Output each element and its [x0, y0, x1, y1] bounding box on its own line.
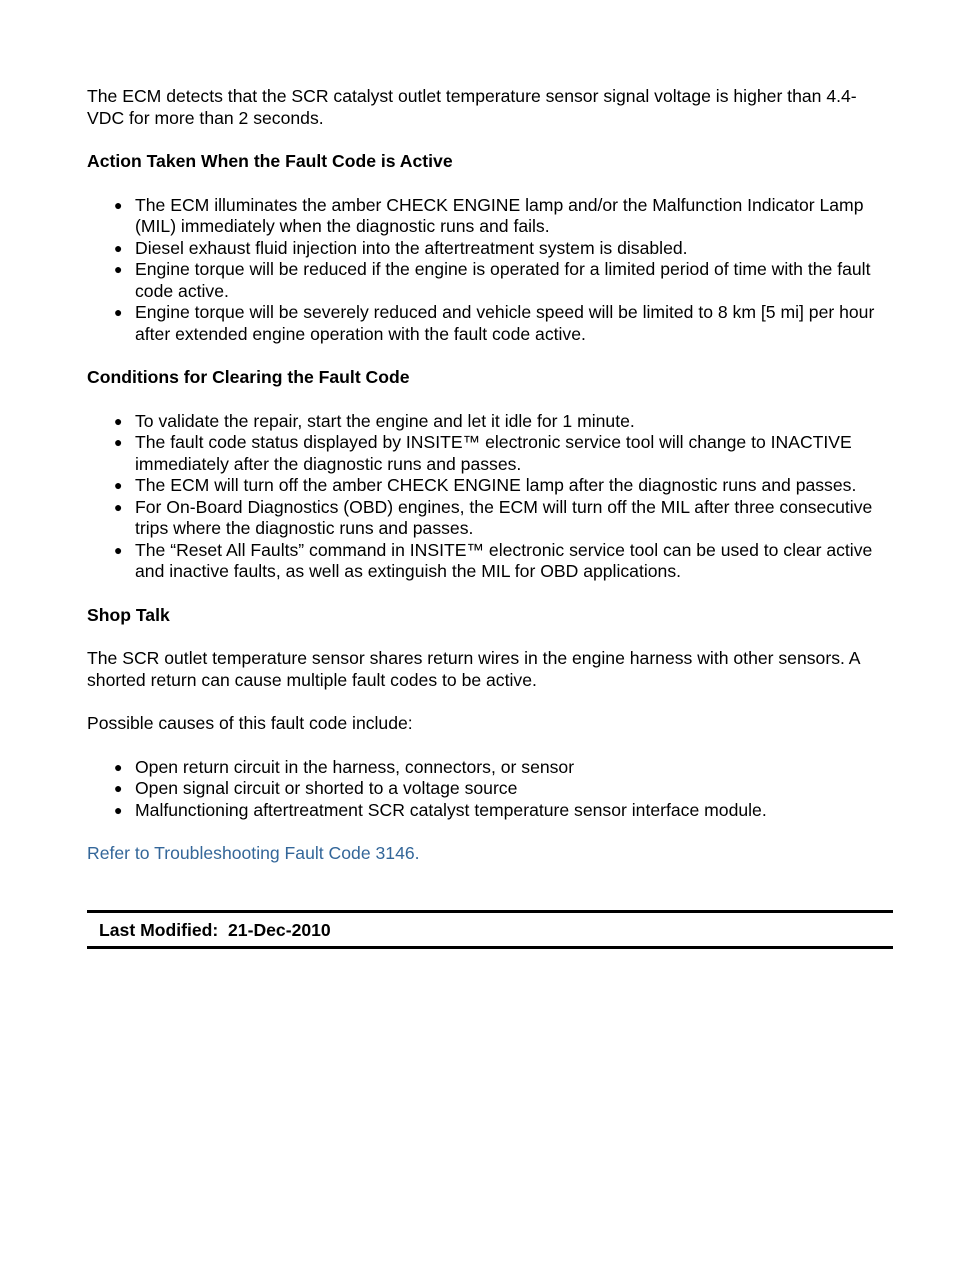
last-modified: Last Modified: 21-Dec-2010 — [99, 920, 331, 940]
intro-paragraph: The ECM detects that the SCR catalyst outlet temperature sensor signal voltage is higher than 4.4-VDC for more than 2 seconds. — [87, 86, 857, 128]
bullet-icon: ● — [114, 780, 123, 796]
bullet-icon: ● — [114, 541, 123, 558]
list-item: ● Malfunctioning aftertreatment SCR catalyst temperature sensor interface module. — [114, 799, 767, 820]
list-item: ● The ECM illuminates the amber CHECK ENGINE lamp and/or the Malfunction Indicator Lamp (MIL) immediately when the diagnostic runs and fails. — [114, 194, 864, 236]
bullet-icon: ● — [114, 239, 123, 256]
causes-list — [87, 757, 893, 822]
bullet-icon: ● — [114, 498, 123, 515]
list-item: ● Engine torque will be reduced if the engine is operated for a limited period of time with the fault code active. — [114, 259, 871, 301]
bullet-icon: ● — [114, 304, 123, 320]
clearing-heading: Conditions for Clearing the Fault Code — [87, 367, 410, 387]
bullet-icon: ● — [114, 412, 123, 429]
troubleshooting-link[interactable]: Refer to Troubleshooting Fault Code 3146. — [87, 843, 420, 863]
list-item: ● For On-Board Diagnostics (OBD) engines, the ECM will turn off the MIL after three consecutive trips where the diagnostic runs and passes. — [114, 496, 873, 538]
action-list — [87, 195, 893, 346]
list-item: ● The ECM will turn off the amber CHECK ENGINE lamp after the diagnostic runs and passes. — [114, 475, 857, 495]
footer-bar — [87, 910, 893, 949]
list-item: ● The fault code status displayed by INSITE™ electronic service tool will change to INACTIVE immediately after the diagnostic runs and passes. — [114, 432, 852, 474]
shop-talk-paragraph: The SCR outlet temperature sensor shares return wires in the engine harness with other sensors. A shorted return can cause multiple fault codes to be active. — [87, 648, 860, 690]
list-item: ● Open return circuit in the harness, connectors, or sensor — [114, 756, 575, 777]
list-item: ● Open signal circuit or shorted to a voltage source — [114, 778, 518, 798]
bullet-icon: ● — [114, 477, 123, 493]
list-item: ● To validate the repair, start the engine and let it idle for 1 minute. — [114, 410, 635, 431]
bullet-icon: ● — [114, 196, 123, 213]
bullet-icon: ● — [114, 801, 123, 818]
document-body — [87, 86, 893, 887]
bullet-icon: ● — [114, 434, 123, 450]
list-item: ● The “Reset All Faults” command in INSITE™ electronic service tool can be used to clear active and inactive faults, as well as extinguish the MIL for OBD applications. — [114, 539, 873, 581]
bullet-icon: ● — [114, 261, 123, 277]
list-item: ● Diesel exhaust fluid injection into the aftertreatment system is disabled. — [114, 237, 688, 258]
clearing-list — [87, 411, 893, 583]
shop-talk-heading: Shop Talk — [87, 604, 170, 625]
causes-intro: Possible causes of this fault code include: — [87, 713, 413, 733]
list-item: ● Engine torque will be severely reduced and vehicle speed will be limited to 8 km [5 mi] per hour after extended engine operation with the fault code active. — [114, 302, 875, 344]
action-heading: Action Taken When the Fault Code is Active — [87, 151, 453, 171]
bullet-icon: ● — [114, 758, 123, 775]
